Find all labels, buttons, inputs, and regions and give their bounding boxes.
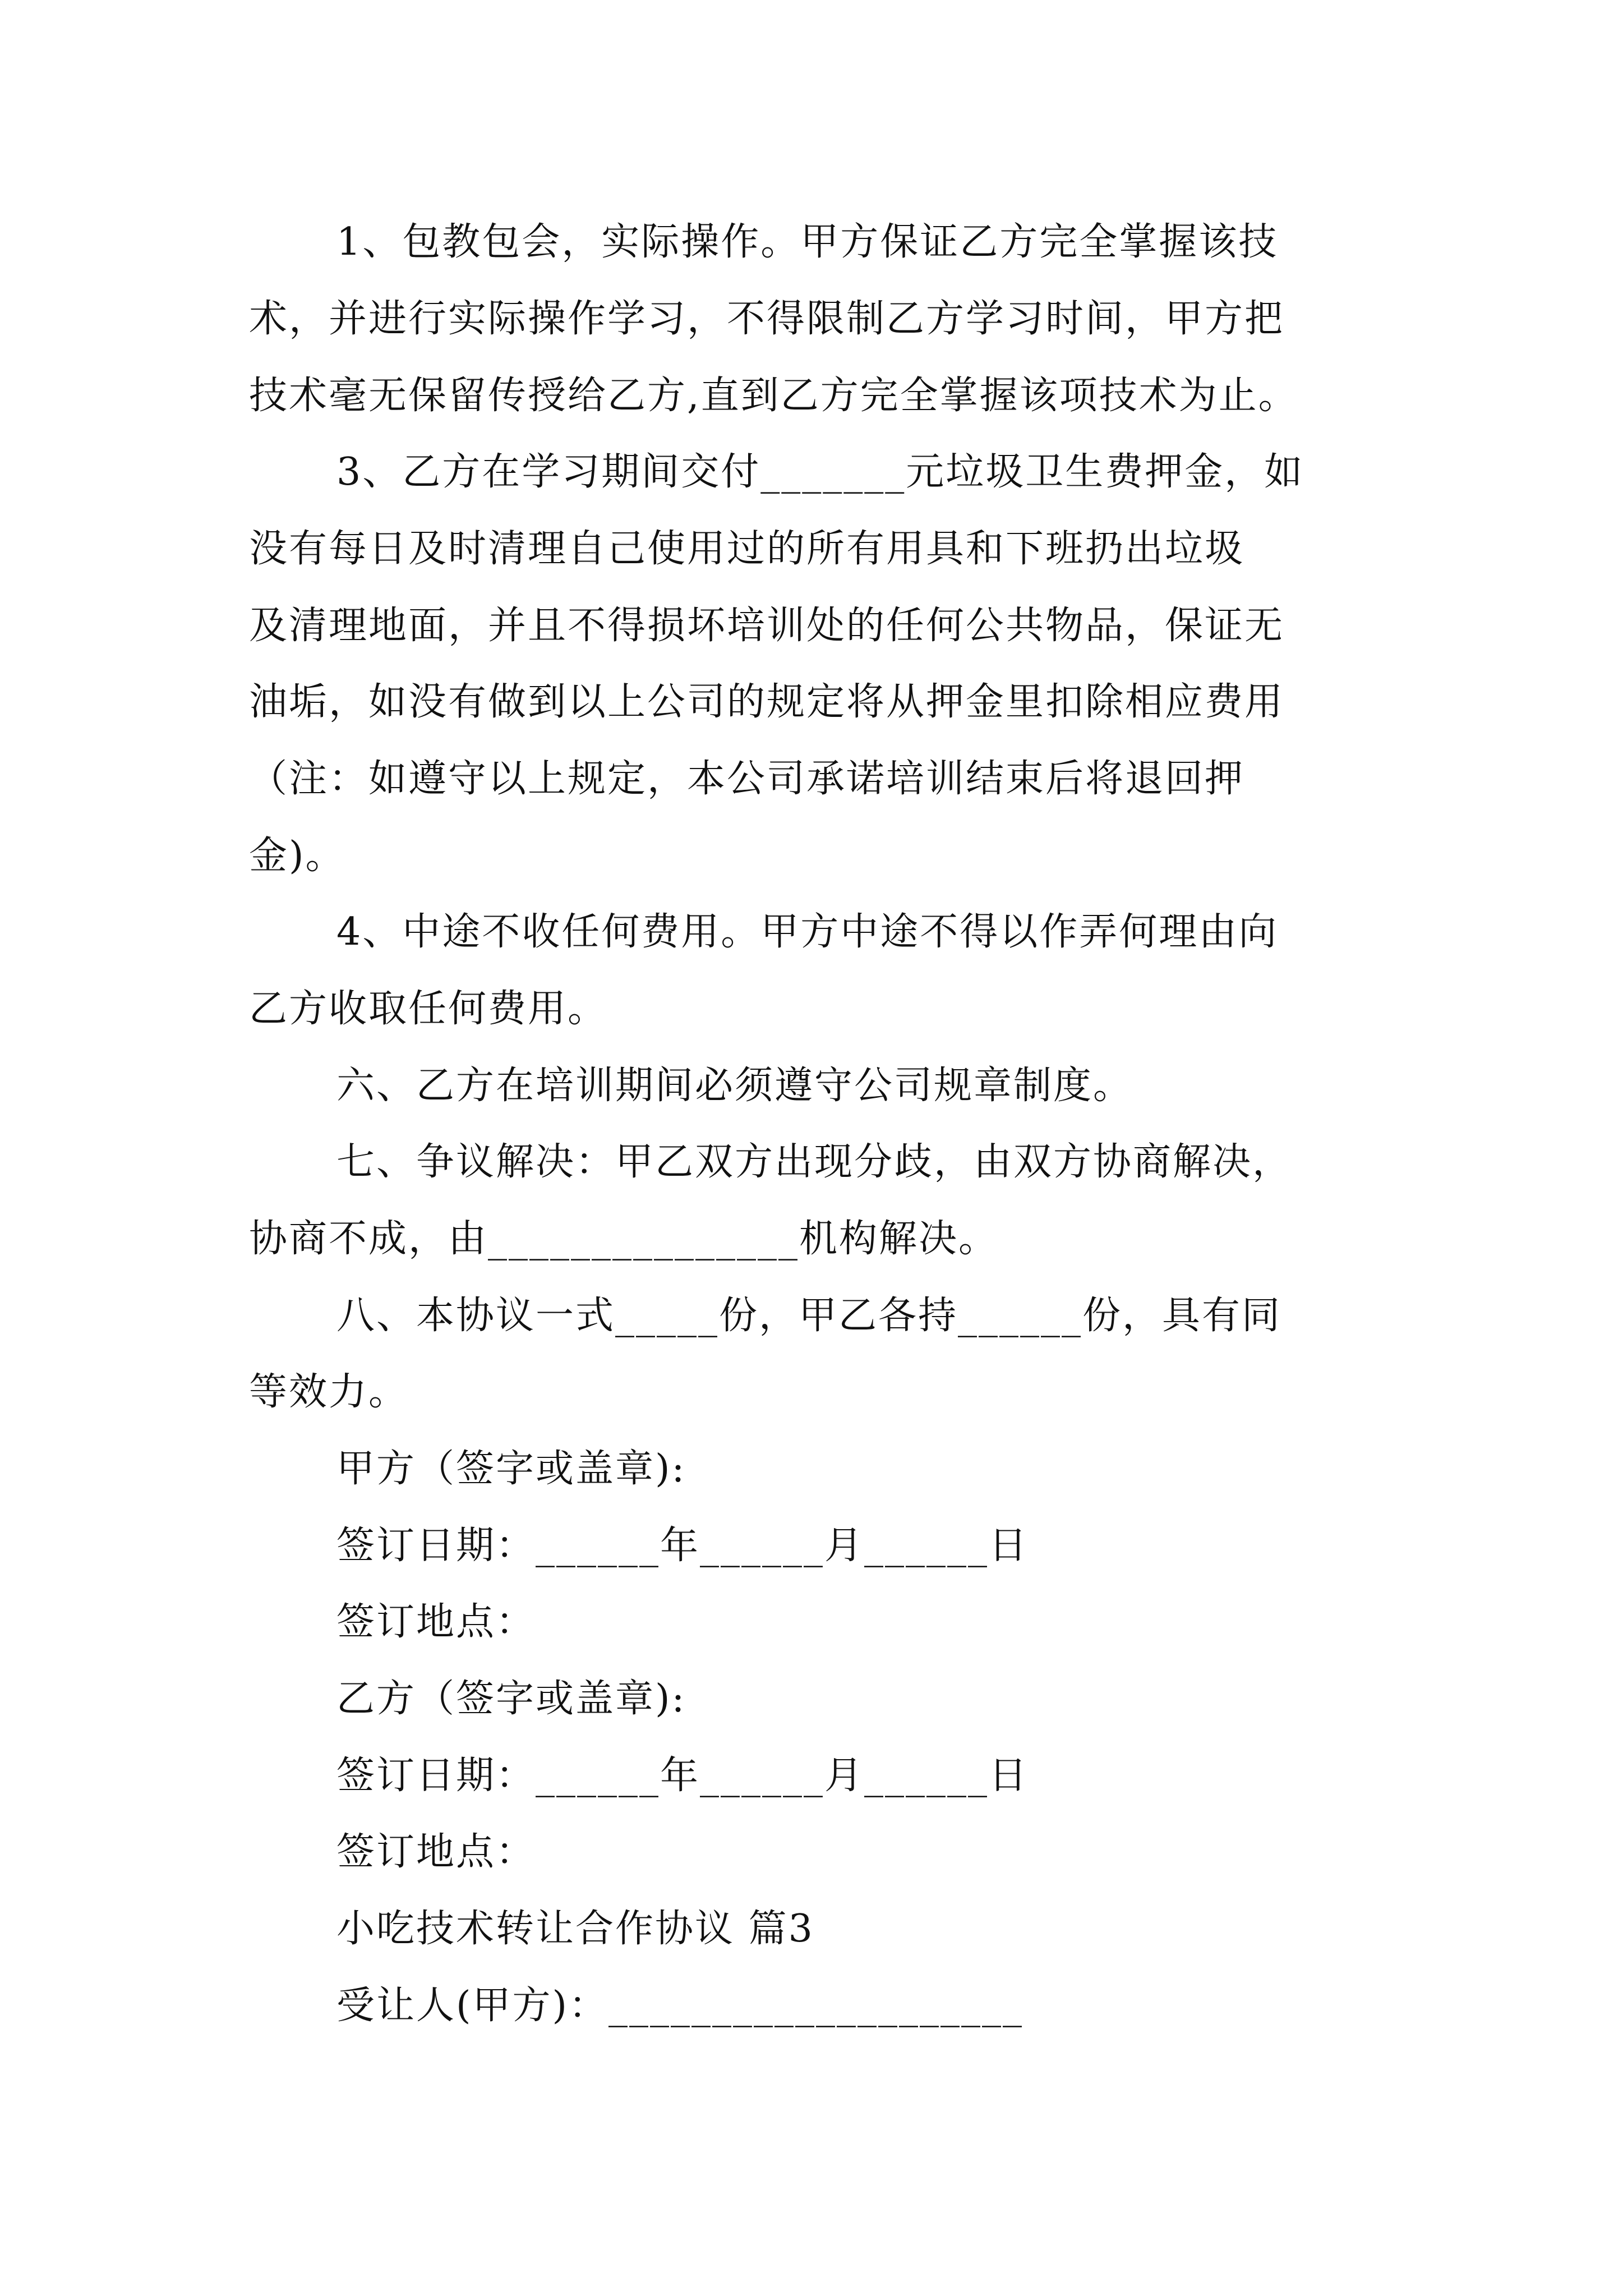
text-line: 及清理地面，并且不得损坏培训处的任何公共物品，保证无 — [249, 604, 1285, 648]
text-line: 六、乙方在培训期间必须遵守公司规章制度。 — [336, 1064, 1133, 1108]
text-line: 术，并进行实际操作学习，不得限制乙方学习时间，甲方把 — [249, 297, 1285, 341]
text-line: 乙方收取任何费用。 — [249, 987, 608, 1031]
text-line: 3、乙方在学习期间交付_______元垃圾卫生费押金，如 — [336, 450, 1304, 494]
text-line: 受让人(甲方)：____________________ — [336, 1984, 1024, 2028]
text-line: 七、争议解决：甲乙双方出现分歧，由双方协商解决， — [336, 1140, 1293, 1184]
text-line: 技术毫无保留传授给乙方,直到乙方完全掌握该项技术为止。 — [249, 374, 1298, 418]
text-line: 油垢，如没有做到以上公司的规定将从押金里扣除相应费用 — [249, 680, 1285, 724]
text-line: 金)。 — [249, 834, 345, 878]
text-line: （注：如遵守以上规定，本公司承诺培训结束后将退回押 — [249, 757, 1245, 801]
text-line: 签订日期：______年______月______日 — [336, 1524, 1029, 1568]
text-line: 等效力。 — [249, 1370, 409, 1414]
text-line: 1、包教包会，实际操作。甲方保证乙方完全掌握该技 — [336, 220, 1279, 264]
text-line: 协商不成，由_______________机构解决。 — [249, 1217, 999, 1261]
text-line: 4、中途不收任何费用。甲方中途不得以作弄何理由向 — [336, 910, 1279, 954]
text-line: 八、本协议一式_____份，甲乙各持______份，具有同 — [336, 1294, 1282, 1338]
text-line: 没有每日及时清理自己使用过的所有用具和下班扔出垃圾 — [249, 527, 1245, 571]
text-line: 甲方（签字或盖章): — [336, 1447, 686, 1491]
text-line: 小吃技术转让合作协议 篇3 — [336, 1907, 814, 1951]
text-line: 签订地点： — [336, 1830, 536, 1874]
text-line: 乙方（签字或盖章): — [336, 1677, 686, 1721]
text-line: 签订日期：______年______月______日 — [336, 1754, 1029, 1798]
text-line: 签订地点： — [336, 1600, 536, 1644]
